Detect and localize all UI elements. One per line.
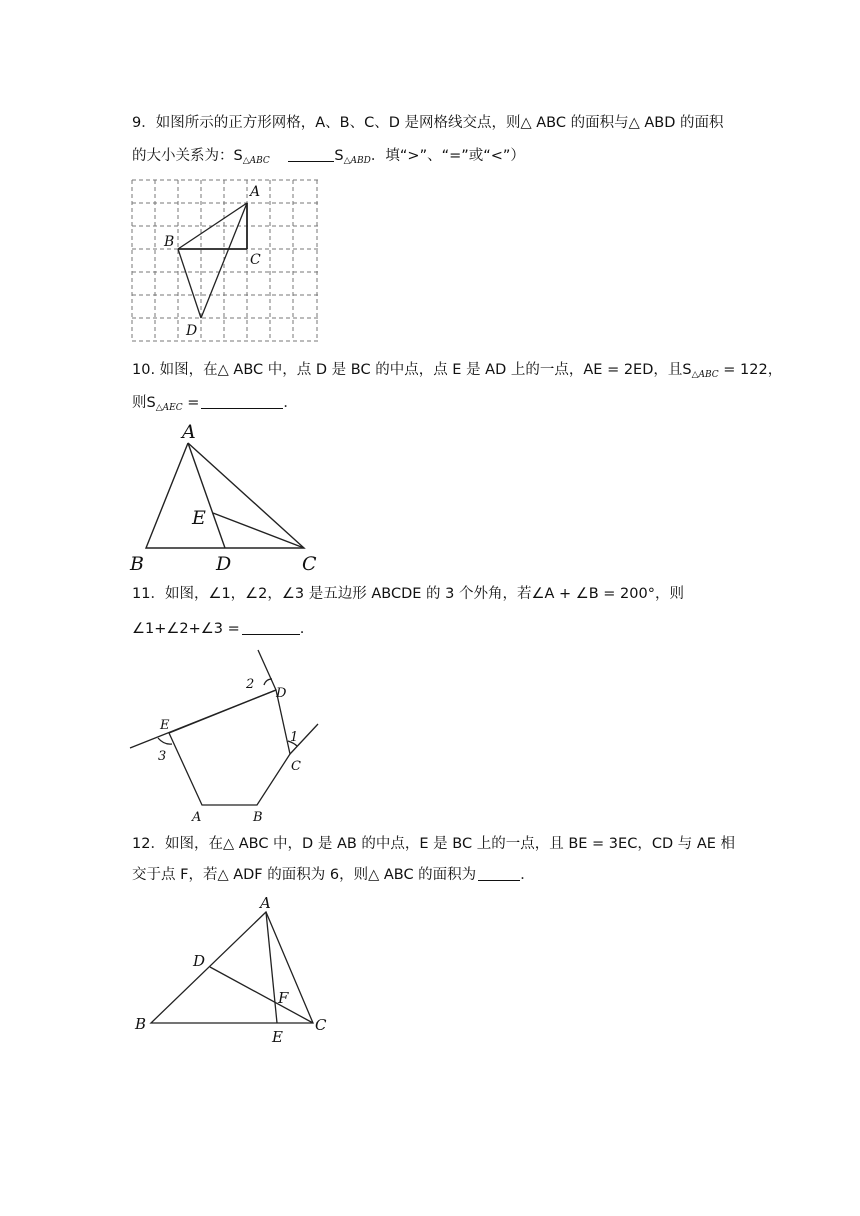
q12-label-e: E [272,1028,283,1046]
q10-segment-ad [188,443,225,548]
q10-segment-ec [213,513,304,548]
q11-pentagon-figure [130,648,330,823]
q12-text-line2 [132,865,535,885]
q12-label-a: A [260,894,271,912]
q12-triangle-abc [151,912,313,1023]
q10-label-d: D [216,553,232,575]
q10-sub2: △AEC [155,403,183,413]
q10-line1: 10. 如图，在△ ABC 中，点 D 是 BC 的中点，点 E 是 AD 上的一点，AE = 2ED，且S [132,362,692,378]
q10-label-c: C [302,553,317,575]
q10-line2-end: ． [283,395,298,411]
q10-label-b: B [130,553,144,575]
q9-line2-c: ．填“>”、“=”或“<”） [370,148,525,164]
q10-triangle-figure [130,420,330,575]
q10-line2-b: = [182,395,200,411]
q11-pentagon-abcde [169,690,290,805]
q11-label-e: E [160,718,170,733]
q11-text-line1: 11．如图，∠1，∠2，∠3 是五边形 ABCDE 的 3 个外角，若∠A + ∠B = 200°，则 [132,586,684,602]
q11-answer-blank[interactable] [242,620,300,635]
q10-label-e: E [192,507,206,529]
q11-label-a: A [192,810,202,825]
q12-label-b: B [135,1015,147,1033]
q9-line2-a: 的大小关系为：S [132,148,243,164]
q10-line1-end: = 122， [718,362,783,378]
q12-line2-a: 交于点 F，若△ ADF 的面积为 6，则△ ABC 的面积为 [132,867,477,883]
q9-sub-abc: △ABC [242,156,270,166]
q11-angle-arc-3 [158,738,172,744]
q9-label-d: D [186,323,198,339]
q11-label-d: D [276,686,287,701]
q11-line2-end: . [299,621,305,637]
q12-label-d: D [193,952,206,970]
q11-label-b: B [253,810,263,825]
q10-label-a: A [182,421,196,443]
q11-label-c: C [291,759,301,774]
q10-text-line2 [132,393,298,418]
q9-line2-b: S [334,148,344,164]
q9-segment-bd [178,249,201,318]
q11-text-line2 [132,619,304,639]
q10-sub1: △ABC [691,370,719,380]
q9-label-c: C [250,252,261,268]
q9-label-b: B [164,234,175,250]
q12-segment-cd [210,967,313,1023]
q11-extension-de [130,690,276,748]
q9-grid-lines [132,180,318,341]
q10-text-line1 [132,360,782,385]
q11-label-2: 2 [246,677,255,692]
q11-label-1: 1 [290,730,299,745]
q9-grid-figure [132,180,318,342]
q11-label-3: 3 [158,749,167,764]
q12-label-f: F [278,989,289,1007]
q12-segment-ae [266,912,277,1023]
q12-line2-end: ． [520,867,535,883]
q9-label-a: A [250,184,261,200]
q11-extension-cd [258,650,276,690]
q9-sub-abd: △ABD [343,156,371,166]
q12-answer-blank[interactable] [478,866,520,881]
q10-triangle-abc [146,443,304,548]
q12-triangle-figure [130,892,340,1052]
q9-answer-blank[interactable] [288,147,334,162]
q12-text-line1: 12．如图，在△ ABC 中，D 是 AB 的中点，E 是 BC 上的一点，且 BE = 3EC，CD 与 AE 相 [132,836,736,852]
q11-line2-a: ∠1+∠2+∠3 = [132,621,240,637]
q10-answer-blank[interactable] [201,394,283,409]
q9-text-line2 [132,146,525,171]
q9-text-line1: 9．如图所示的正方形网格，A、B、C、D 是网格线交点，则△ ABC 的面积与△ ABD 的面积 [132,115,724,131]
q10-line2-a: 则S [132,395,156,411]
q12-label-c: C [315,1016,327,1034]
